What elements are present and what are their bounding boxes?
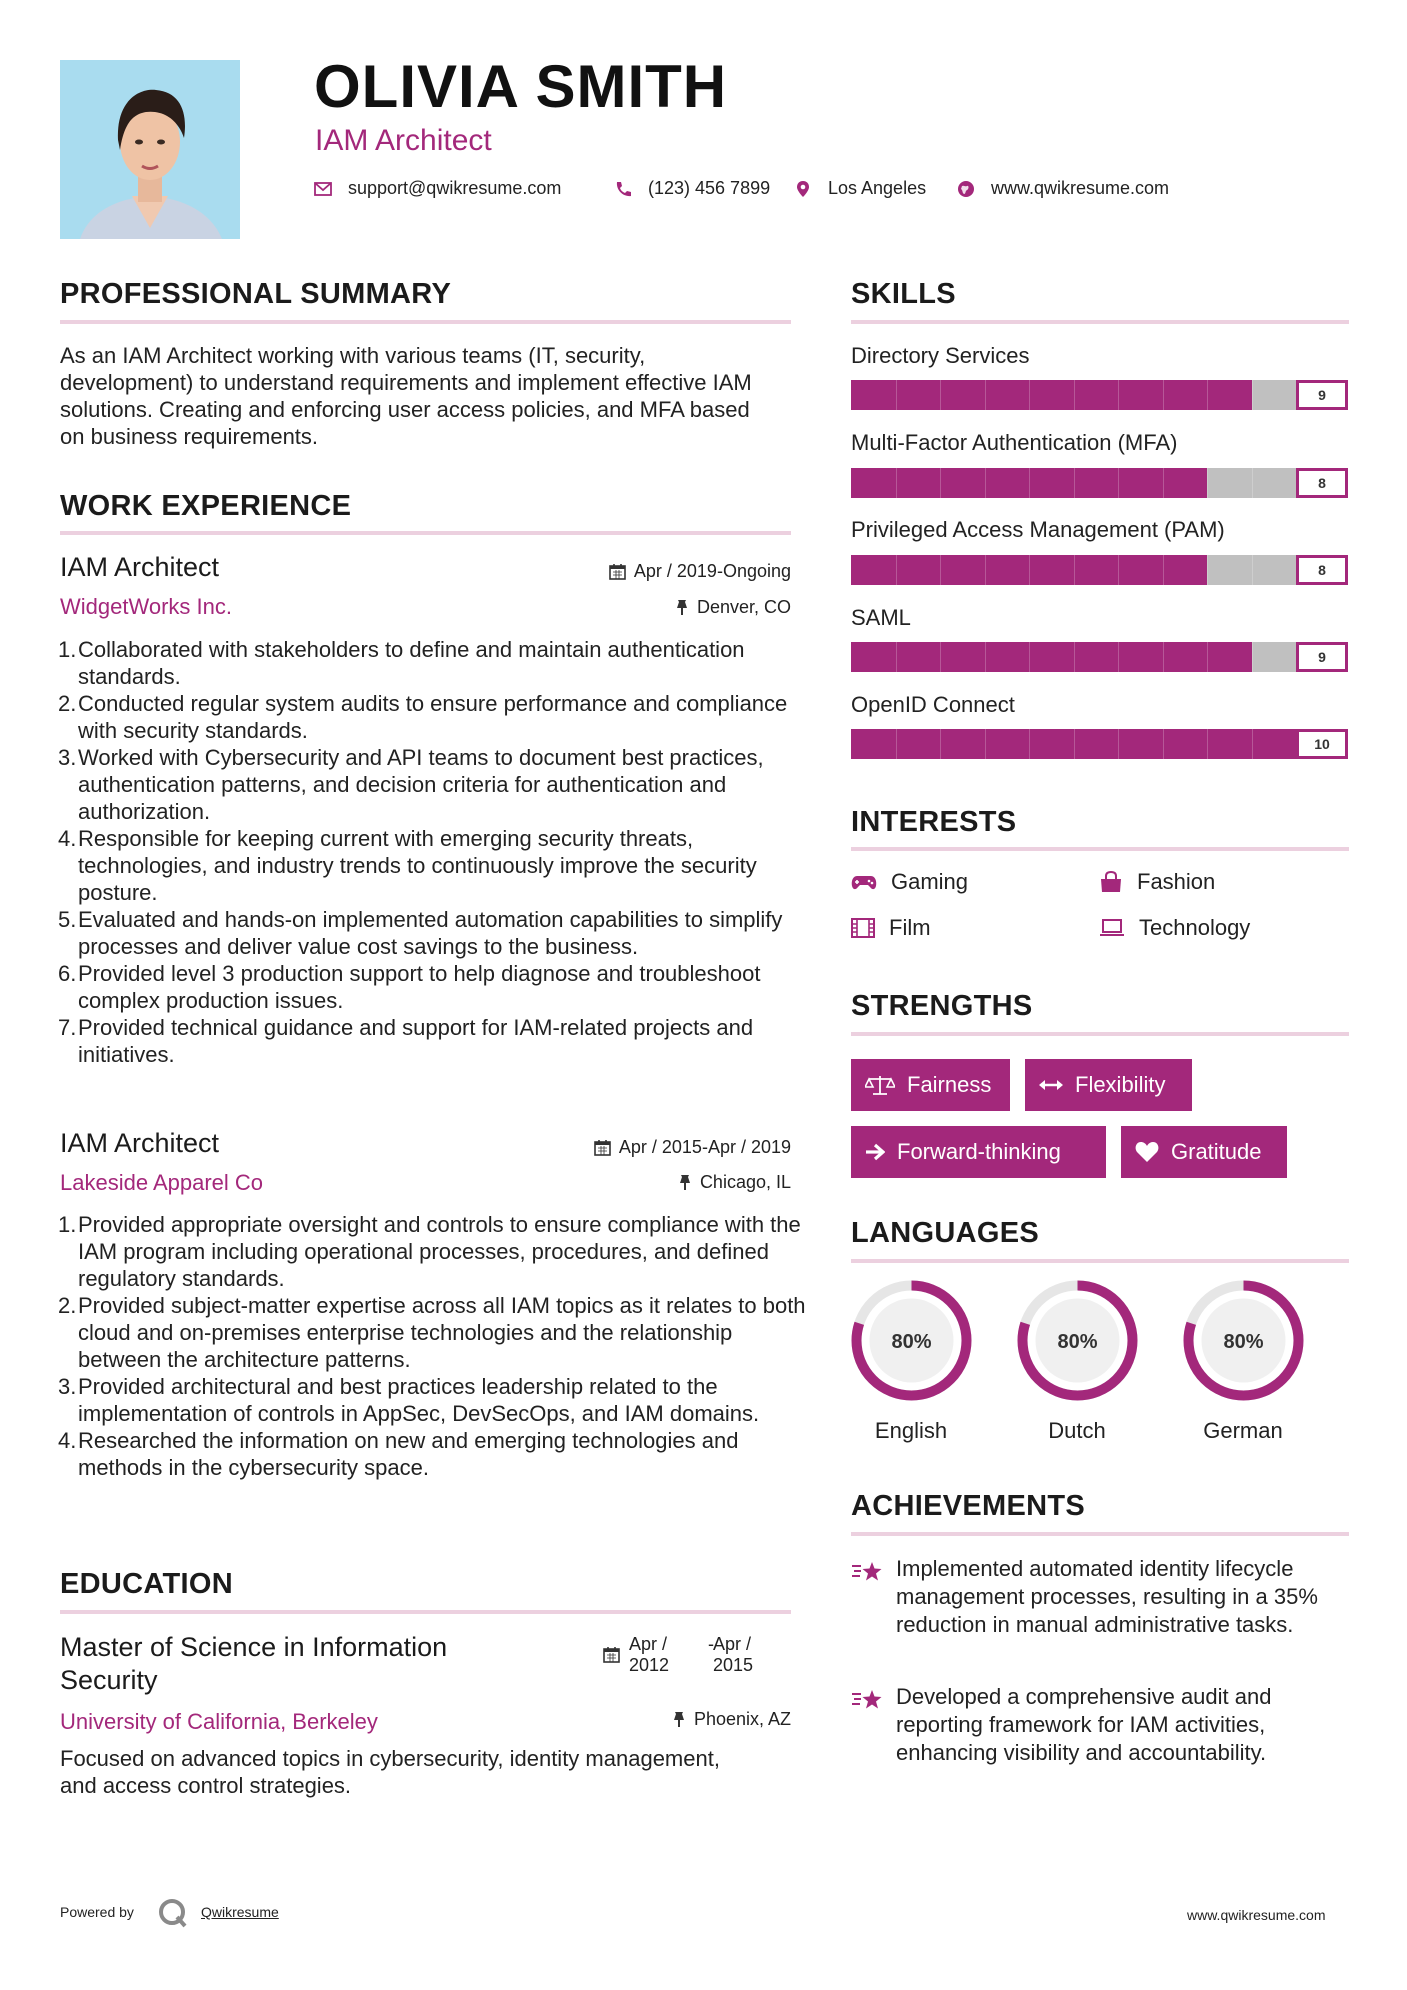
language-name: English [874, 1418, 948, 1443]
job-company: Lakeside Apparel Co [60, 1170, 264, 1195]
skill-score: 8 [1296, 555, 1348, 585]
list-item: 7. Provided technical guidance and support for IAM-related projects and initiatives. [58, 1015, 754, 1067]
degree-line-1: Master of Science in Information [60, 1632, 448, 1662]
education-heading: EDUCATION [60, 1568, 233, 1600]
achievements-divider [851, 1532, 1349, 1536]
strength-tag [851, 1059, 1010, 1111]
arrow-right-icon [865, 1143, 885, 1161]
skill-bar-segment [1252, 555, 1253, 585]
education-start-date: Apr / 2012 [629, 1634, 670, 1675]
gauge-percent: 80% [891, 1331, 932, 1353]
skill-bar-segment [1029, 729, 1030, 759]
skill-bar-segment [1029, 642, 1030, 672]
skill-bar-segment [1207, 729, 1208, 759]
achievements-heading: ACHIEVEMENTS [851, 1490, 1086, 1522]
shopping-bag-icon [1099, 871, 1123, 893]
interest-item [851, 915, 931, 941]
skill-bar-segment [1252, 642, 1253, 672]
skill-bar [851, 555, 1348, 585]
skill-bar-segment [896, 729, 897, 759]
strength-label: Gratitude [1171, 1139, 1262, 1164]
email-text: support@qwikresume.com [348, 178, 562, 198]
skill-bar-segment [1074, 555, 1075, 585]
skill-bar-segment [985, 642, 986, 672]
education-location-text: Phoenix, AZ [693, 1709, 791, 1729]
skill-bar-segment [1118, 729, 1119, 759]
skill-name: Directory Services [851, 343, 1030, 368]
strength-label: Fairness [907, 1072, 992, 1097]
skill-score: 8 [1296, 468, 1348, 498]
film-icon [851, 918, 875, 938]
calendar-icon [603, 1646, 621, 1664]
skill-bar-segment [1163, 555, 1164, 585]
balance-scale-icon [865, 1074, 895, 1096]
job-location-text: Denver, CO [696, 597, 791, 617]
skill-bar-segment [896, 642, 897, 672]
list-item: 6. Provided level 3 production support to help diagnose and troubleshoot complex production issues. [58, 961, 761, 1013]
strength-label: Forward-thinking [897, 1139, 1061, 1164]
skill-bar-segment [896, 555, 897, 585]
skill-bar-segment [1074, 642, 1075, 672]
skill-score: 10 [1296, 729, 1348, 759]
skill-bar-segment [1207, 555, 1208, 585]
job-duties-list [60, 1211, 808, 1481]
skill-bar-segment [1118, 555, 1119, 585]
phone-icon [614, 180, 632, 198]
strength-tag [1025, 1059, 1192, 1111]
skill-name: OpenID Connect [851, 692, 1015, 717]
skill-bar-segment [896, 380, 897, 410]
skill-score: 9 [1296, 642, 1348, 672]
experience-heading: WORK EXPERIENCE [60, 490, 352, 522]
strengths-heading: STRENGTHS [851, 990, 1033, 1022]
skill-bar-segment [1252, 468, 1253, 498]
skill-bar-segment [1163, 729, 1164, 759]
shooting-star-icon [851, 1560, 883, 1584]
languages-divider [851, 1259, 1349, 1263]
laptop-icon [1099, 919, 1125, 937]
interests-divider [851, 847, 1349, 851]
interest-item [851, 869, 968, 895]
interest-label: Gaming [891, 869, 969, 894]
list-item: 2. Provided subject-matter expertise across all IAM topics as it relates to both cloud and on-premises enterprise technologies and the relationship between the architecture patterns. [58, 1293, 806, 1372]
envelope-icon [314, 180, 332, 198]
skill-bar [851, 729, 1348, 759]
achievement-item: Implemented automated identity lifecycle management processes, resulting in a 35% reduction in manual administrative tasks. [896, 1556, 1318, 1637]
skill-bar-segment [1074, 729, 1075, 759]
map-marker-icon [794, 180, 812, 198]
education-location [520, 1709, 791, 1730]
footer-website[interactable]: www.qwikresume.com [1187, 1907, 1326, 1923]
school-name: University of California, Berkeley [60, 1709, 378, 1734]
contact-email[interactable] [314, 178, 561, 199]
interest-item [1099, 869, 1215, 895]
strength-tag [1121, 1126, 1287, 1178]
skill-bar-fill [851, 380, 1252, 410]
language-gauge [1015, 1278, 1140, 1403]
skills-heading: SKILLS [851, 278, 956, 310]
strengths-divider [851, 1032, 1349, 1036]
qwikresume-logo-icon [157, 1897, 189, 1929]
skill-score: 9 [1296, 380, 1348, 410]
skill-bar-segment [1029, 555, 1030, 585]
job-title: IAM Architect [60, 1128, 220, 1158]
pushpin-icon [678, 1174, 692, 1191]
job-dates [500, 1137, 791, 1158]
summary-text: As an IAM Architect working with various teams (IT, security, development) to understand requirements and implement effective IAM solutions. Creating and enforcing user access policies, and MFA based on business requirements. [60, 343, 752, 449]
skill-bar-segment [1029, 380, 1030, 410]
location-text: Los Angeles [828, 178, 927, 198]
skill-bar-segment [985, 468, 986, 498]
job-location-text: Chicago, IL [699, 1172, 791, 1192]
calendar-icon [594, 1139, 611, 1156]
candidate-title: IAM Architect [315, 124, 492, 157]
website-text: www.qwikresume.com [991, 178, 1170, 198]
strength-tag [851, 1126, 1106, 1178]
interest-label: Fashion [1137, 869, 1216, 894]
arrows-horizontal-icon [1039, 1078, 1063, 1092]
list-item: 1. Collaborated with stakeholders to define and maintain authentication standards. [58, 637, 745, 689]
skill-bar-segment [1163, 468, 1164, 498]
interest-item [1099, 915, 1250, 941]
skills-divider [851, 320, 1349, 324]
education-description: Focused on advanced topics in cybersecurity, identity management, and access control strategies. [60, 1746, 720, 1798]
skill-bar-segment [1118, 380, 1119, 410]
qwikresume-link[interactable]: Qwikresume [201, 1904, 279, 1920]
skill-bar [851, 468, 1348, 498]
job-company: WidgetWorks Inc. [60, 594, 232, 619]
skill-bar-segment [1163, 642, 1164, 672]
skill-bar-segment [1074, 468, 1075, 498]
language-gauge [1181, 1278, 1306, 1403]
list-item: 1. Provided appropriate oversight and controls to ensure compliance with the IAM program including operational processes, procedures, and defined regulatory standards. [58, 1212, 801, 1291]
list-item: 4. Responsible for keeping current with emerging security threats, technologies, and industry trends to continuously improve the security posture. [58, 826, 757, 905]
profile-photo [60, 60, 240, 239]
degree-line-2: Security [60, 1665, 158, 1695]
phone-text: (123) 456 7899 [648, 178, 771, 198]
education-divider [60, 1610, 791, 1614]
list-item: 4. Researched the information on new and emerging technologies and methods in the cybersecurity space. [58, 1428, 739, 1480]
skill-bar-segment [1118, 468, 1119, 498]
skill-name: Privileged Access Management (PAM) [851, 517, 1225, 542]
interest-label: Film [889, 915, 931, 940]
pushpin-icon [675, 599, 689, 616]
job-title: IAM Architect [60, 552, 220, 582]
skill-bar-segment [1118, 642, 1119, 672]
skill-bar [851, 642, 1348, 672]
skill-bar-segment [1252, 380, 1253, 410]
education-date-dash: - [708, 1634, 714, 1654]
job-dates-text: Apr / 2019-Ongoing [633, 561, 791, 581]
job-duties-list [60, 636, 808, 1068]
skill-bar-segment [1074, 380, 1075, 410]
powered-by-text: Powered by [60, 1904, 134, 1920]
skill-bar-fill [851, 729, 1348, 759]
skill-bar-segment [1163, 380, 1164, 410]
list-item: 3. Worked with Cybersecurity and API teams to document best practices, authentication patterns, and decision criteria for authentication and authorization. [58, 745, 764, 824]
skill-bar-segment [1207, 468, 1208, 498]
job-location [520, 597, 791, 618]
contact-website[interactable] [957, 178, 1169, 199]
language-name: Dutch [1048, 1418, 1106, 1443]
gauge-percent: 80% [1057, 1331, 1098, 1353]
skill-bar-segment [985, 729, 986, 759]
shooting-star-icon [851, 1688, 883, 1712]
skill-bar-segment [1207, 642, 1208, 672]
skill-bar-segment [940, 555, 941, 585]
skill-bar-segment [985, 380, 986, 410]
interests-heading: INTERESTS [851, 806, 1017, 838]
experience-divider [60, 531, 791, 535]
skill-bar [851, 380, 1348, 410]
contact-phone[interactable] [614, 178, 770, 199]
gamepad-icon [851, 873, 877, 891]
summary-heading: PROFESSIONAL SUMMARY [60, 278, 452, 310]
skill-bar-segment [1252, 729, 1253, 759]
skill-name: SAML [851, 605, 911, 630]
calendar-icon [609, 563, 626, 580]
language-name: German [1203, 1418, 1283, 1443]
skill-bar-segment [940, 468, 941, 498]
skill-bar-segment [940, 729, 941, 759]
globe-icon [957, 180, 975, 198]
list-item: 3. Provided architectural and best practices leadership related to the implementation of controls in AppSec, DevSecOps, and IAM domains. [58, 1374, 760, 1426]
strength-label: Flexibility [1075, 1072, 1166, 1097]
skill-bar-segment [940, 642, 941, 672]
contact-location [794, 178, 926, 199]
job-location [520, 1172, 791, 1193]
list-item: 2. Conducted regular system audits to ensure performance and compliance with security standards. [58, 691, 788, 743]
skill-bar-segment [1029, 468, 1030, 498]
summary-divider [60, 320, 791, 324]
candidate-name: OLIVIA SMITH [314, 53, 728, 120]
language-gauge [849, 1278, 974, 1403]
job-dates-text: Apr / 2015-Apr / 2019 [618, 1137, 791, 1157]
heart-icon [1135, 1141, 1159, 1163]
pushpin-icon [672, 1711, 686, 1728]
job-dates [520, 561, 791, 582]
education-end-date: Apr / 2015 [713, 1634, 754, 1675]
skill-bar-segment [940, 380, 941, 410]
list-item: 5. Evaluated and hands-on implemented automation capabilities to simplify processes and deliver value cost savings to the business. [58, 907, 783, 959]
achievement-item: Developed a comprehensive audit and reporting framework for IAM activities, enhancing visibility and accountability. [896, 1684, 1272, 1765]
gauge-percent: 80% [1223, 1331, 1264, 1353]
skill-bar-fill [851, 642, 1252, 672]
interest-label: Technology [1139, 915, 1251, 940]
languages-heading: LANGUAGES [851, 1217, 1039, 1249]
skill-bar-segment [985, 555, 986, 585]
skill-bar-segment [896, 468, 897, 498]
skill-bar-segment [1207, 380, 1208, 410]
skill-name: Multi-Factor Authentication (MFA) [851, 430, 1178, 455]
